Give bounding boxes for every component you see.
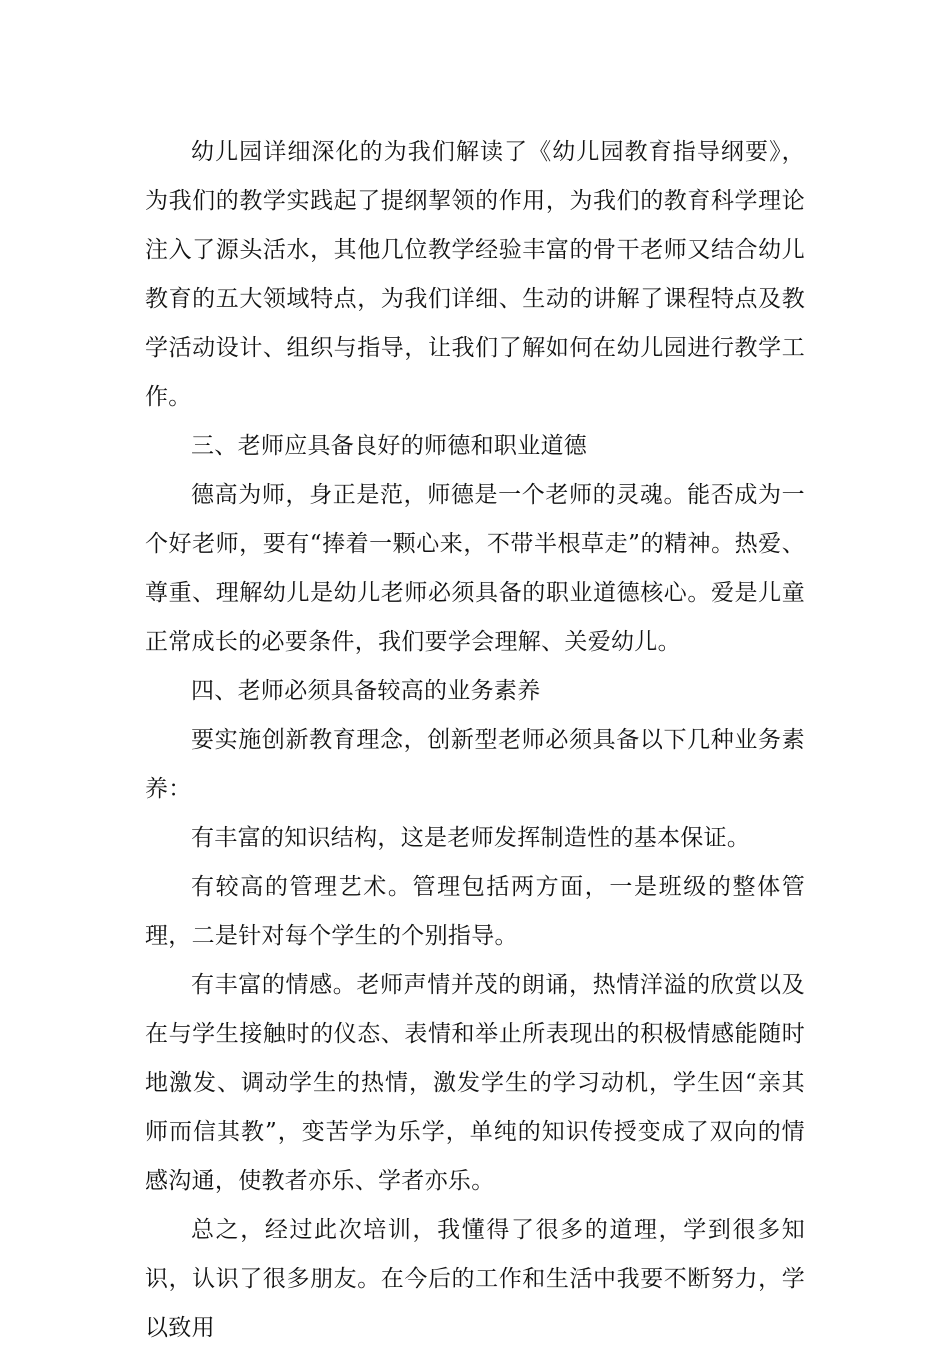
heading-section-four: 四、老师必须具备较高的业务素养 — [191, 678, 541, 704]
document-body — [145, 128, 805, 1353]
paragraph-emotion: 有丰富的情感。老师声情并茂的朗诵，热情洋溢的欣赏以及在与学生接触时的仪态、表情和举止所表现出的积极情感能随时地激发、调动学生的热情，激发学生的学习动机，学生因“亲其师而信其教”，变苦学为乐学，单纯的知识传授变成了双向的情感沟通，使教者亦乐、学者亦乐。 — [145, 972, 805, 1194]
paragraph-intro: 幼儿园详细深化的为我们解读了《幼儿园教育指导纲要》，为我们的教学实践起了提纲挈领的作用，为我们的教育科学理论注入了源头活水，其他几位教学经验丰富的骨干老师又结合幼儿教育的五大领域特点，为我们详细、生动的讲解了课程特点及教学活动设计、组织与指导，让我们了解如何在幼儿园进行教学工作。 — [145, 139, 805, 410]
paragraph-conclusion: 总之，经过此次培训，我懂得了很多的道理，学到很多知识，认识了很多朋友。在今后的工作和生活中我要不断努力，学以致用 — [145, 1217, 805, 1341]
heading-section-three: 三、老师应具备良好的师德和职业道德 — [191, 433, 588, 459]
paragraph-qualities-intro: 要实施创新教育理念，创新型老师必须具备以下几种业务素养： — [145, 727, 805, 802]
paragraph-ethics: 德高为师，身正是范，师德是一个老师的灵魂。能否成为一个好老师，要有“捧着一颗心来，不带半根草走”的精神。热爱、尊重、理解幼儿是幼儿老师必须具备的职业道德核心。爱是儿童正常成长的必要条件，我们要学会理解、关爱幼儿。 — [145, 482, 805, 655]
paragraph-knowledge: 有丰富的知识结构，这是老师发挥制造性的基本保证。 — [191, 825, 751, 851]
paragraph-management: 有较高的管理艺术。管理包括两方面，一是班级的整体管理，二是针对每个学生的个别指导。 — [145, 874, 805, 949]
